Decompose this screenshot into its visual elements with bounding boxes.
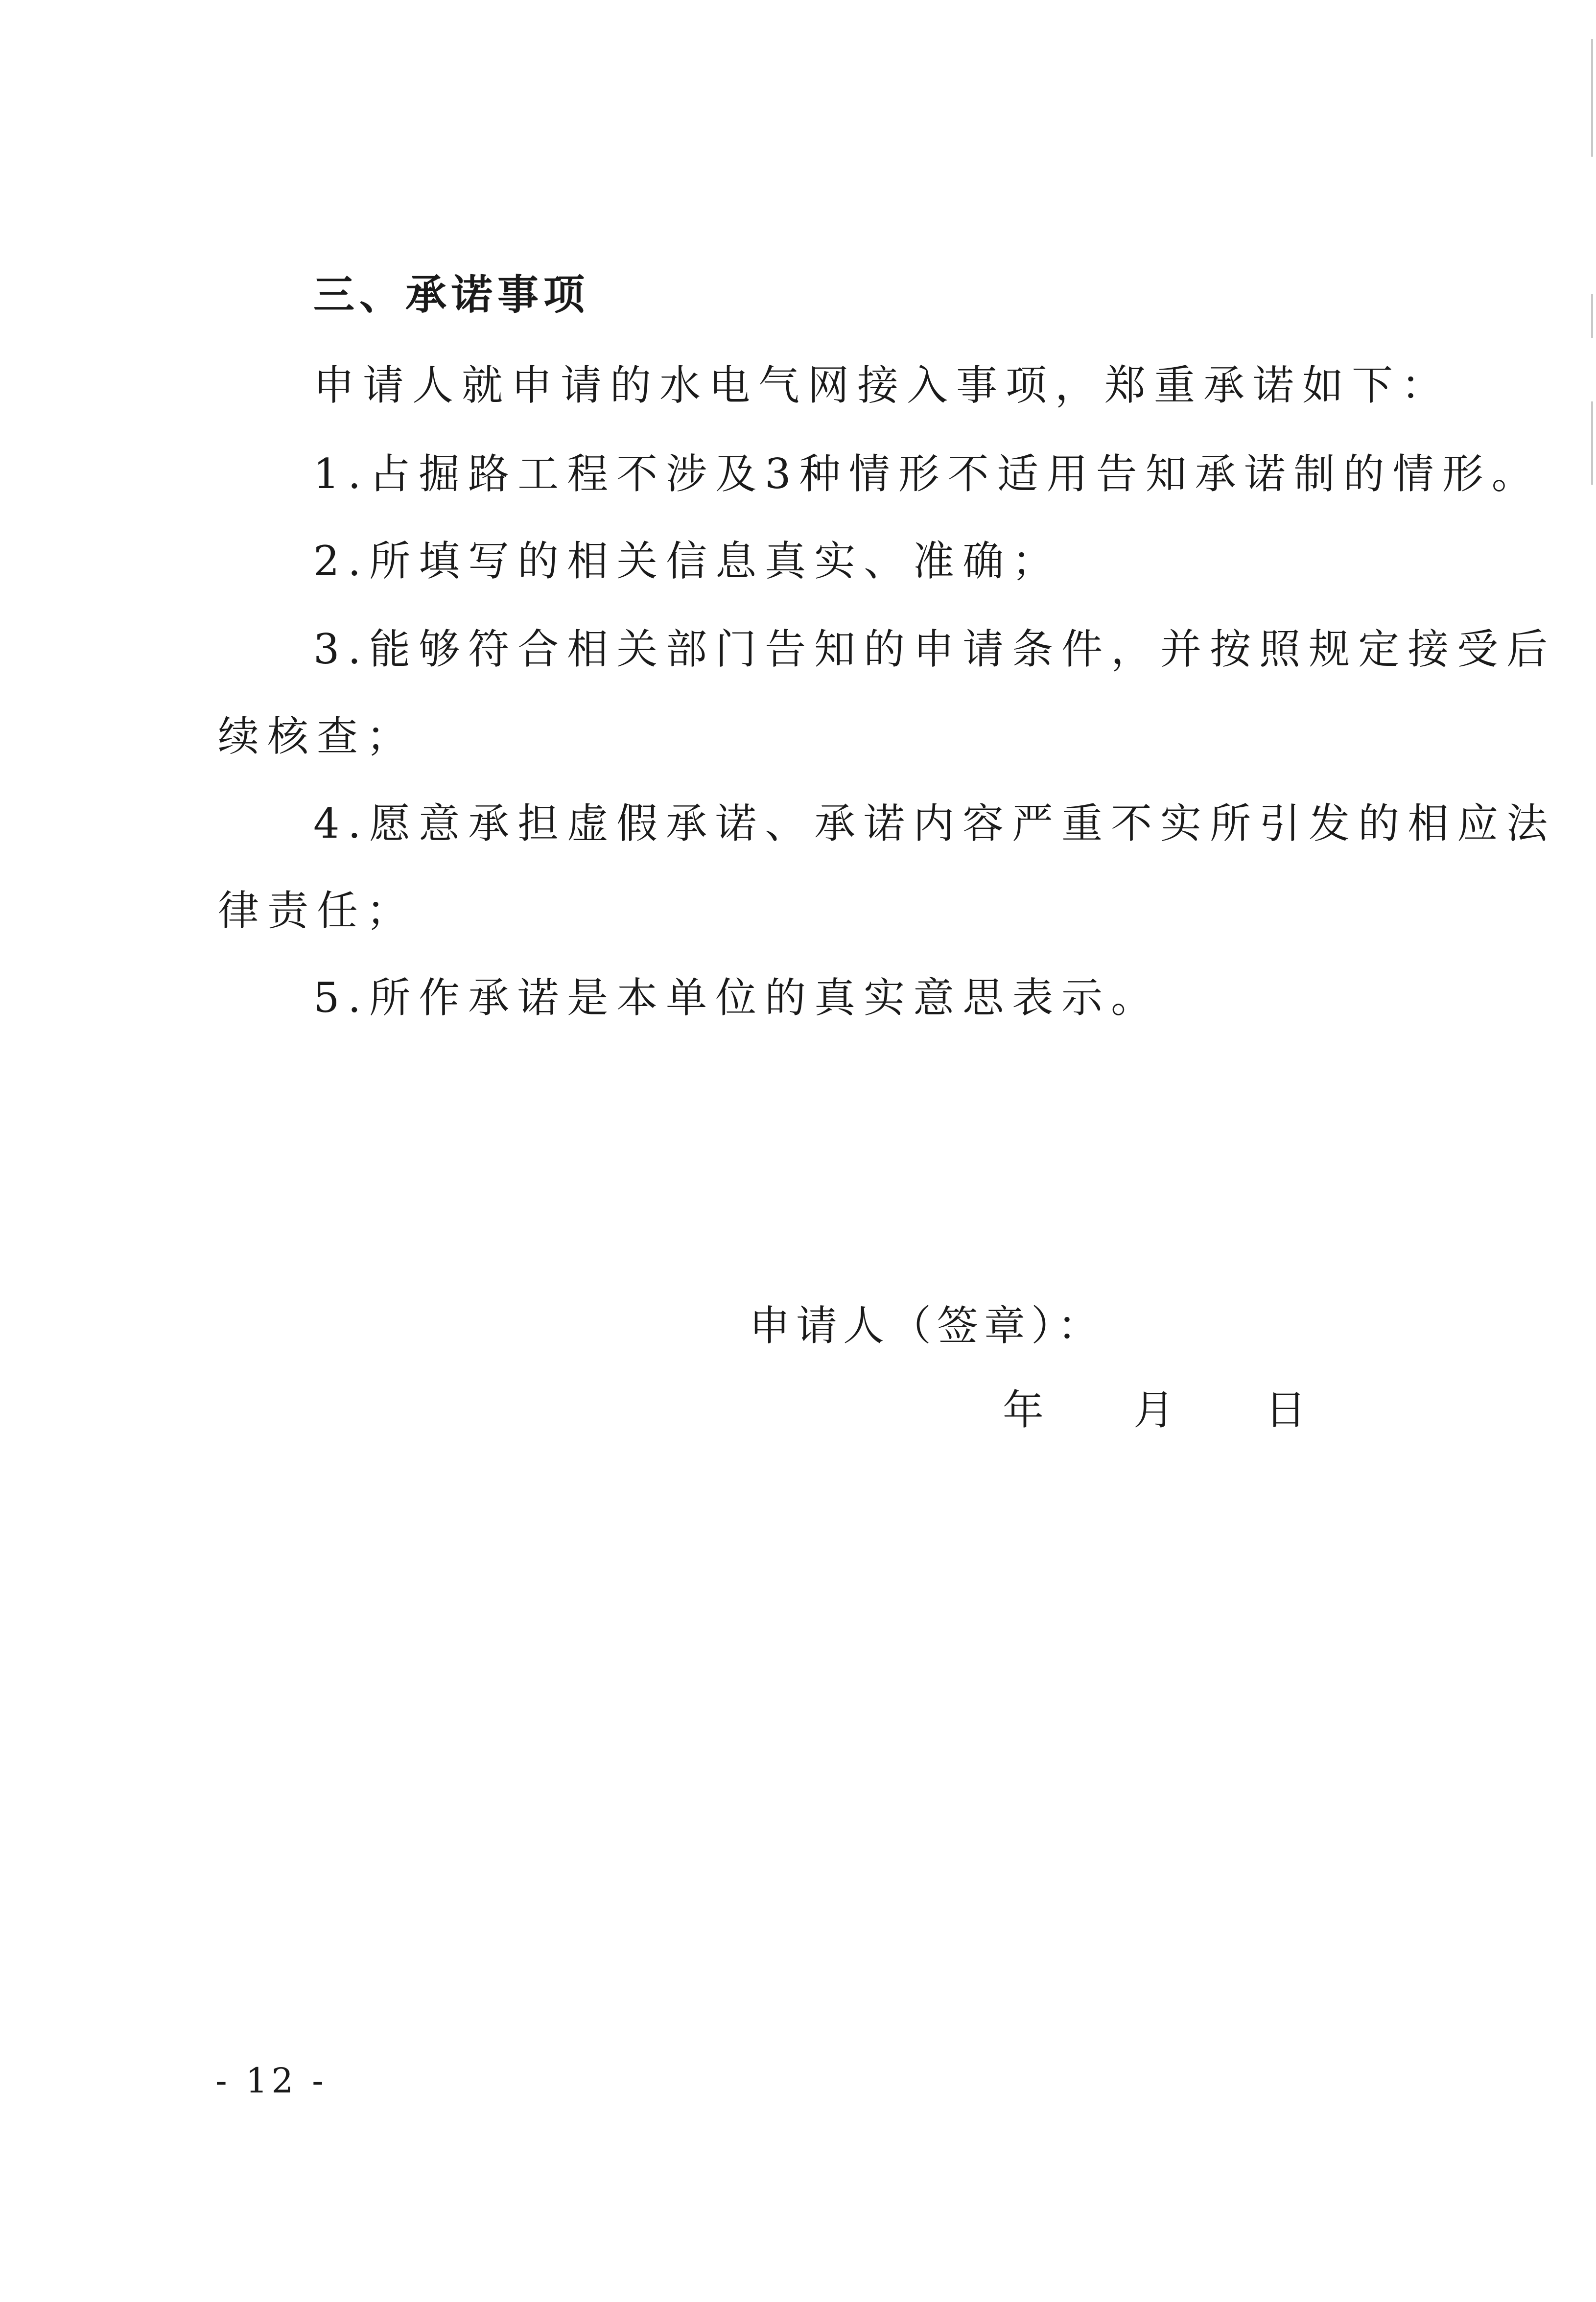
scan-edge-mark <box>1591 39 1593 157</box>
signature-label: 申请人（签章）： <box>749 1302 1105 1350</box>
scan-edge-mark <box>1591 294 1593 338</box>
commitment-item-4: 4.愿意承担虚假承诺、承诺内容严重不实所引发的相应法 <box>313 799 1556 847</box>
commitment-item-5: 5.所作承诺是本单位的真实意思表示。 <box>313 974 1161 1022</box>
commitment-item-3: 3.能够符合相关部门告知的申请条件，并按照规定接受后 <box>313 625 1556 673</box>
date-year: 年 <box>1003 1386 1044 1434</box>
commitment-item-4-continued: 律责任； <box>218 887 416 935</box>
scan-edge-mark <box>1591 401 1593 485</box>
intro-paragraph: 申请人就申请的水电气网接入事项，郑重承诺如下： <box>313 361 1451 409</box>
commitment-item-3-continued: 续核查； <box>218 712 416 760</box>
date-day: 日 <box>1265 1386 1307 1434</box>
commitment-item-2: 2.所填写的相关信息真实、准确； <box>313 537 1062 585</box>
date-month: 月 <box>1133 1386 1175 1434</box>
commitment-item-1: 1.占掘路工程不涉及3种情形不适用告知承诺制的情形。 <box>313 450 1541 498</box>
page-number: - 12 - <box>215 2061 328 2101</box>
section-title: 三、承诺事项 <box>313 271 590 319</box>
